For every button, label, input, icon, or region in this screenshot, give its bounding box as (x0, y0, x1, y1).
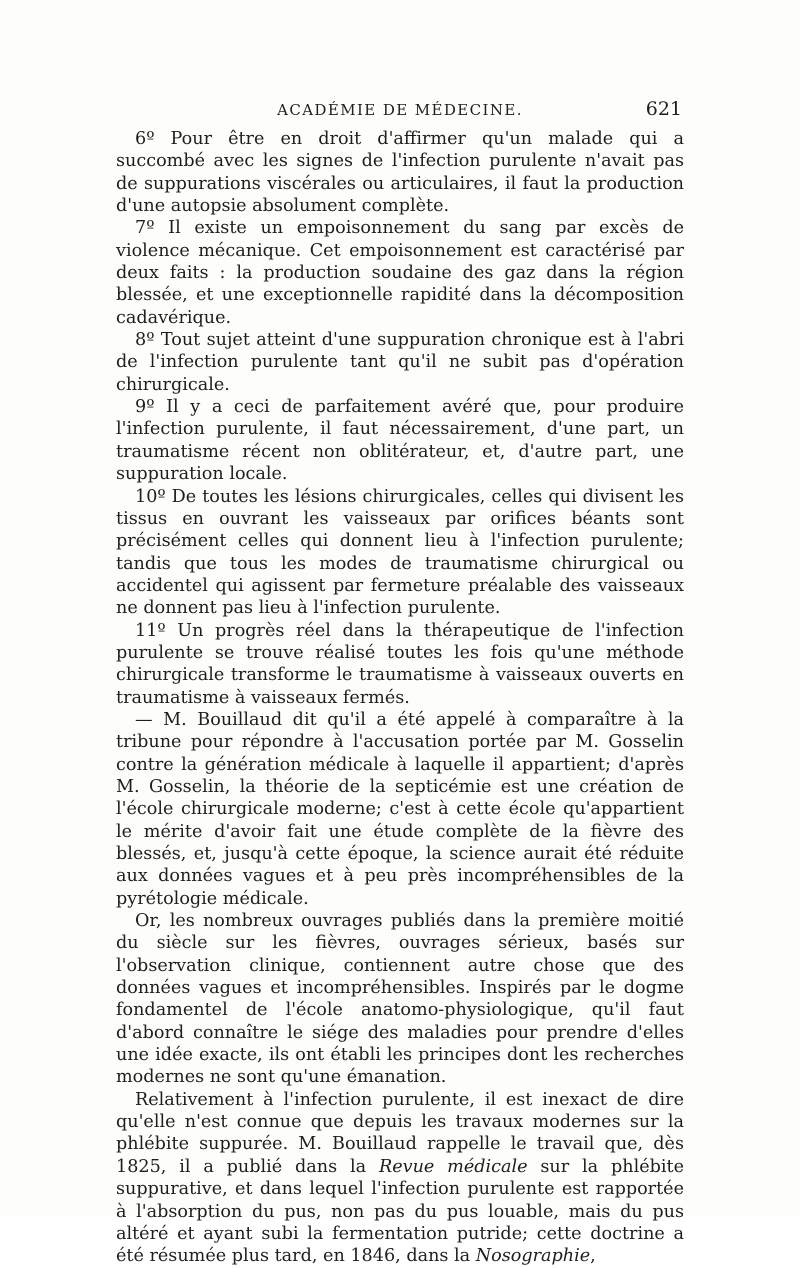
page-number: 621 (645, 98, 682, 120)
last-paragraph-part2: sur la phlébite suppurative, et dans lequel l'infection purulente est rapportée à l'absorption du pus, non pas du pus louable, mais du pus altéré et ayant subi la fermentation putride; cette doctrine a été résumée plus tard, en 1846, dans la (116, 1156, 684, 1267)
paragraph-bouillaud-intro: — M. Bouillaud dit qu'il a été appelé à comparaître à la tribune pour répondre à l'accusation portée par M. Gosselin contre la génération médicale à laquelle il appartient; d'après M. Gosselin, la théorie de la septicémie est une création de l'école chirurgicale moderne; c'est à cette école qu'appartient le mérite d'avoir fait une étude complète de la fièvre des blessés, et, jusqu'à cette époque, la science aurait été réduite aux données vagues et à peu près incompréhensibles de la pyrétologie médicale. (116, 709, 684, 909)
paragraph-infection-purulente (116, 1089, 684, 1268)
paragraph-conclusion-7: 7º Il existe un empoisonnement du sang par excès de violence mécanique. Cet empoisonnement est caractérisé par deux faits : la production soudaine des gaz dans la région blessée, et une exceptionnelle rapidité dans la décomposition cadavérique. (116, 218, 684, 328)
paragraph-conclusion-8: 8º Tout sujet atteint d'une suppuration chronique est à l'abri de l'infection purulente tant qu'il ne subit pas d'opération chirurgicale. (116, 330, 684, 395)
last-paragraph-part1: Relativement à l'infection purulente, il est inexact de dire qu'elle n'est connue que depuis les travaux modernes sur la phlébite suppurée. M. Bouillaud rappelle le travail que, dès 1825, il a publié dans la (116, 1089, 684, 1177)
paragraph-ouvrages: Or, les nombreux ouvrages publiés dans la première moitié du siècle sur les fièvres, ouvrages sérieux, basés sur l'observation clinique, contiennent autre chose que des données vagues et incompréhensibles. Inspirés par le dogme fondamentel de l'école anatomo-physiologique, qu'il faut d'abord connaître le siége des maladies pour prendre d'elles une idée exacte, ils ont établi les principes dont les recherches modernes ne sont qu'une émanation. (116, 911, 684, 1088)
page-header (116, 98, 684, 124)
paragraph-conclusion-9: 9º Il y a ceci de parfaitement avéré que, pour produire l'infection purulente, il faut nécessairement, d'une part, un traumatisme récent non oblitérateur, et, d'autre part, une suppuration locale. (116, 397, 684, 485)
body-text (116, 128, 684, 1268)
paragraph-conclusion-11: 11º Un progrès réel dans la thérapeutique de l'infection purulente se trouve réalisé toutes les fois qu'une méthode chirurgicale transforme le traumatisme à vaisseaux ouverts en traumatisme à vaisseaux fermés. (116, 620, 684, 708)
running-title: ACADÉMIE DE MÉDECINE. (277, 101, 523, 119)
nosographie-title: Nosographie (475, 1246, 591, 1267)
paragraph-conclusion-6: 6º Pour être en droit d'affirmer qu'un malade qui a succombé avec les signes de l'infection purulente n'avait pas de suppurations viscérales ou articulaires, il faut la production d'une autopsie absolument complète. (116, 129, 684, 217)
revue-medicale-title: Revue médicale (378, 1156, 528, 1177)
last-paragraph-part3: , (590, 1246, 596, 1267)
paragraph-conclusion-10: 10º De toutes les lésions chirurgicales, celles qui divisent les tissus en ouvrant les vaisseaux par orifices béants sont précisément celles qui donnent lieu à l'infection purulente; tandis que tous les modes de traumatisme chirurgical ou accidentel qui agissent par fermeture préalable des vaisseaux ne donnent pas lieu à l'infection purulente. (116, 486, 684, 619)
